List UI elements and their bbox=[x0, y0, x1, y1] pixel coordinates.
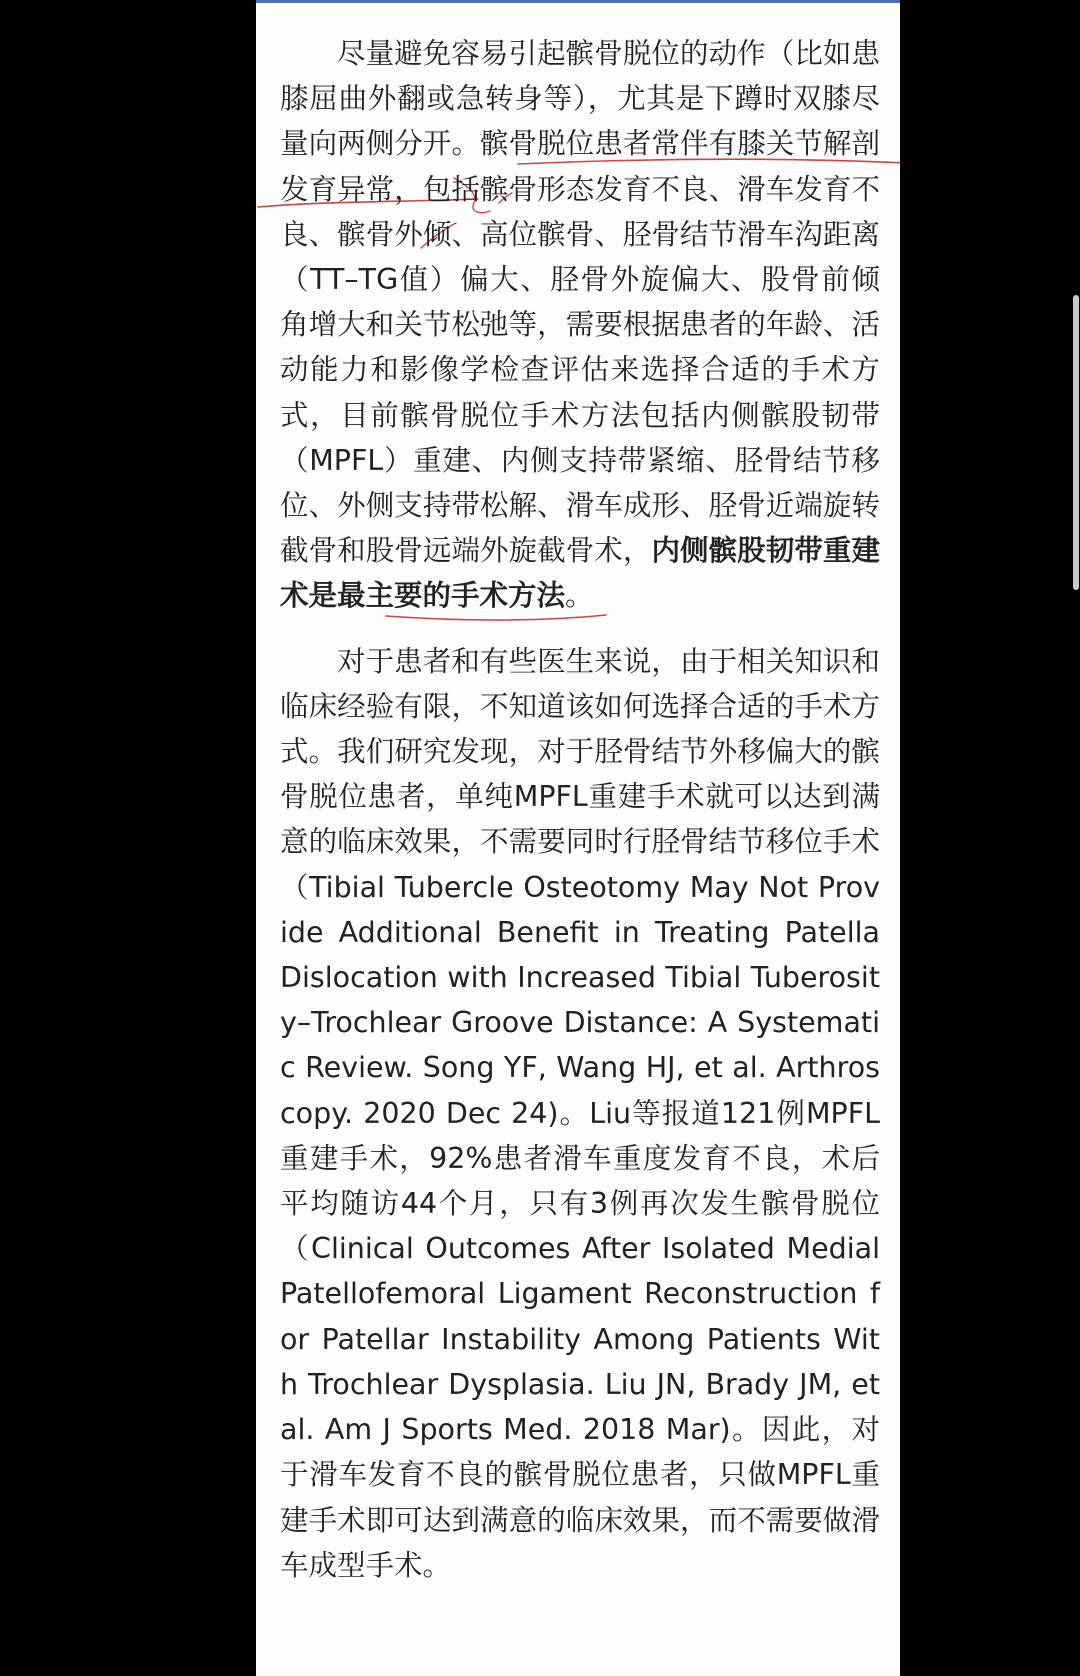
paragraph-2: 对于患者和有些医生来说，由于相关知识和临床经验有限，不知道该如何选择合适的手术方式。我们研究发现，对于胫骨结节外移偏大的髌骨脱位患者，单纯MPFL重建手术就可以达到满意的临床效果，不需要同时行胫骨结节移位手术（Tibial Tubercle Osteotomy May Not Provide Additional Benefit in Treating Patella Dislocation with Increased Tibial Tuberosity–Trochlear Groove Distance: A Systematic Review. Song YF, Wang HJ, et al. Arthroscopy. 2020 Dec 24)。Liu等报道121例MPFL重建手术，92%患者滑车重度发育不良，术后平均随访44个月，只有3例再次发生髌骨脱位（Clinical Outcomes After Isolated Medial Patellofemoral Ligament Reconstruction for Patellar Instability Among Patients With Trochlear Dysplasia. Liu JN, Brady JM, et al. Am J Sports Med. 2018 Mar)。因此，对于滑车发育不良的髌骨脱位患者，只做MPFL重建手术即可达到满意的临床效果，而不需要做滑车成型手术。 bbox=[280, 644, 880, 1582]
scrollbar-thumb[interactable] bbox=[1073, 295, 1079, 590]
article-body bbox=[280, 31, 880, 1588]
paragraph-1 bbox=[280, 31, 880, 619]
paragraph-1-end: 。 bbox=[565, 579, 594, 613]
paragraph-1-bold-text: 内侧髌股韧带重建术是最主要的手术方法 bbox=[280, 534, 880, 613]
article-page bbox=[256, 0, 900, 1676]
paragraph-1-text: 尽量避免容易引起髌骨脱位的动作（比如患膝屈曲外翻或急转身等），尤其是下蹲时双膝尽量向两侧分开。髌骨脱位患者常伴有膝关节解剖发育异常，包括髌骨形态发育不良、滑车发育不良、髌骨外倾、高位髌骨、胫骨结节滑车沟距离（TT–TG值）偏大、胫骨外旋偏大、股骨前倾角增大和关节松弛等，需要根据患者的年龄、活动能力和影像学检查评估来选择合适的手术方式，目前髌骨脱位手术方法包括内侧髌股韧带（MPFL）重建、内侧支持带紧缩、胫骨结节移位、外侧支持带松解、滑车成形、胫骨近端旋转截骨和股骨远端外旋截骨术， bbox=[280, 37, 880, 568]
scrollbar-track[interactable] bbox=[1072, 0, 1080, 1676]
